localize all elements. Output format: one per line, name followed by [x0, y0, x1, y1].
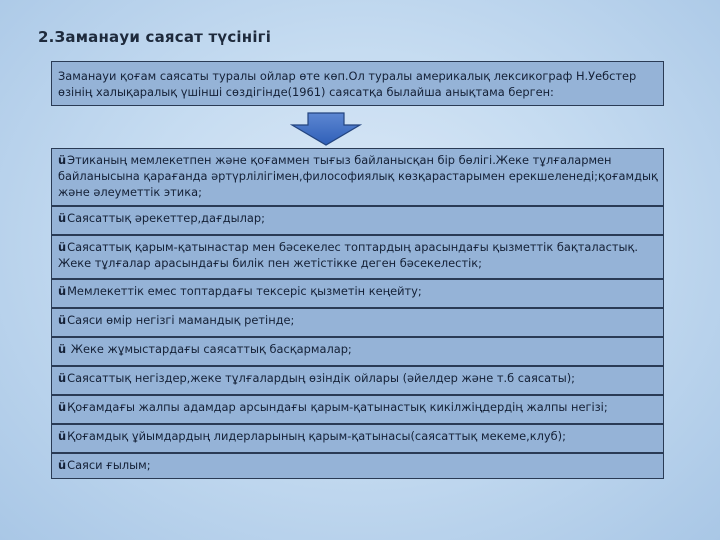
down-arrow-icon	[290, 112, 362, 146]
list-item: ü Жеке жұмыстардағы саясаттық басқармалар;	[51, 337, 664, 366]
check-icon: ü	[58, 240, 67, 254]
list-item: üМемлекеттік емес топтардағы тексеріс қызметін кеңейту;	[51, 279, 664, 308]
check-icon: ü	[58, 153, 67, 167]
list-item: üСаяси өмір негізгі мамандық ретінде;	[51, 308, 664, 337]
check-icon: ü	[58, 400, 67, 414]
slide-title: 2.Заманауи саясат түсінігі	[38, 28, 272, 46]
list-item: üҚоғамдағы жалпы адамдар арсындағы қарым-қатынастық кикілжіңдердің жалпы негізі;	[51, 395, 664, 424]
list-item: üСаясаттық негіздер,жеке тұлғалардың өзіндік ойлары (әйелдер және т.б саясаты);	[51, 366, 664, 395]
list-item: üСаясаттық әрекеттер,дағдылар;	[51, 206, 664, 235]
check-icon: ü	[58, 313, 67, 327]
definition-list	[51, 148, 664, 479]
list-item: üҚоғамдық ұйымдардың лидерларының қарым-қатынасы(саясаттық мекеме,клуб);	[51, 424, 664, 453]
list-item: üСаяси ғылым;	[51, 453, 664, 479]
list-item: üЭтиканың мемлекетпен және қоғаммен тығыз байланысқан бір бөлігі.Жеке тұлғалармен байланысына қарағанда әртүрлілігімен,философиялық көзқарастарымен ерекшеленеді;қоғамдық және әлеуметтік этика;	[51, 148, 664, 206]
check-icon: ü	[58, 211, 67, 225]
intro-box	[51, 61, 664, 106]
check-icon: ü	[58, 371, 67, 385]
check-icon: ü	[58, 458, 67, 472]
check-icon: ü	[58, 429, 67, 443]
list-item: üСаясаттық қарым-қатынастар мен бәсекелес топтардың арасындағы қызметтік бақталастық. Жеке тұлғалар арасындағы билік пен жетістікке деген бәсекелестік;	[51, 235, 664, 279]
intro-text: Заманауи қоғам саясаты туралы ойлар өте көп.Ол туралы америкалық лексикограф Н.Уебстер өзінің халықаралық үшінші сөздігінде(1961) саясатқа былайша анықтама берген:	[58, 69, 637, 99]
check-icon: ü	[58, 284, 67, 298]
check-icon: ü	[58, 342, 67, 356]
